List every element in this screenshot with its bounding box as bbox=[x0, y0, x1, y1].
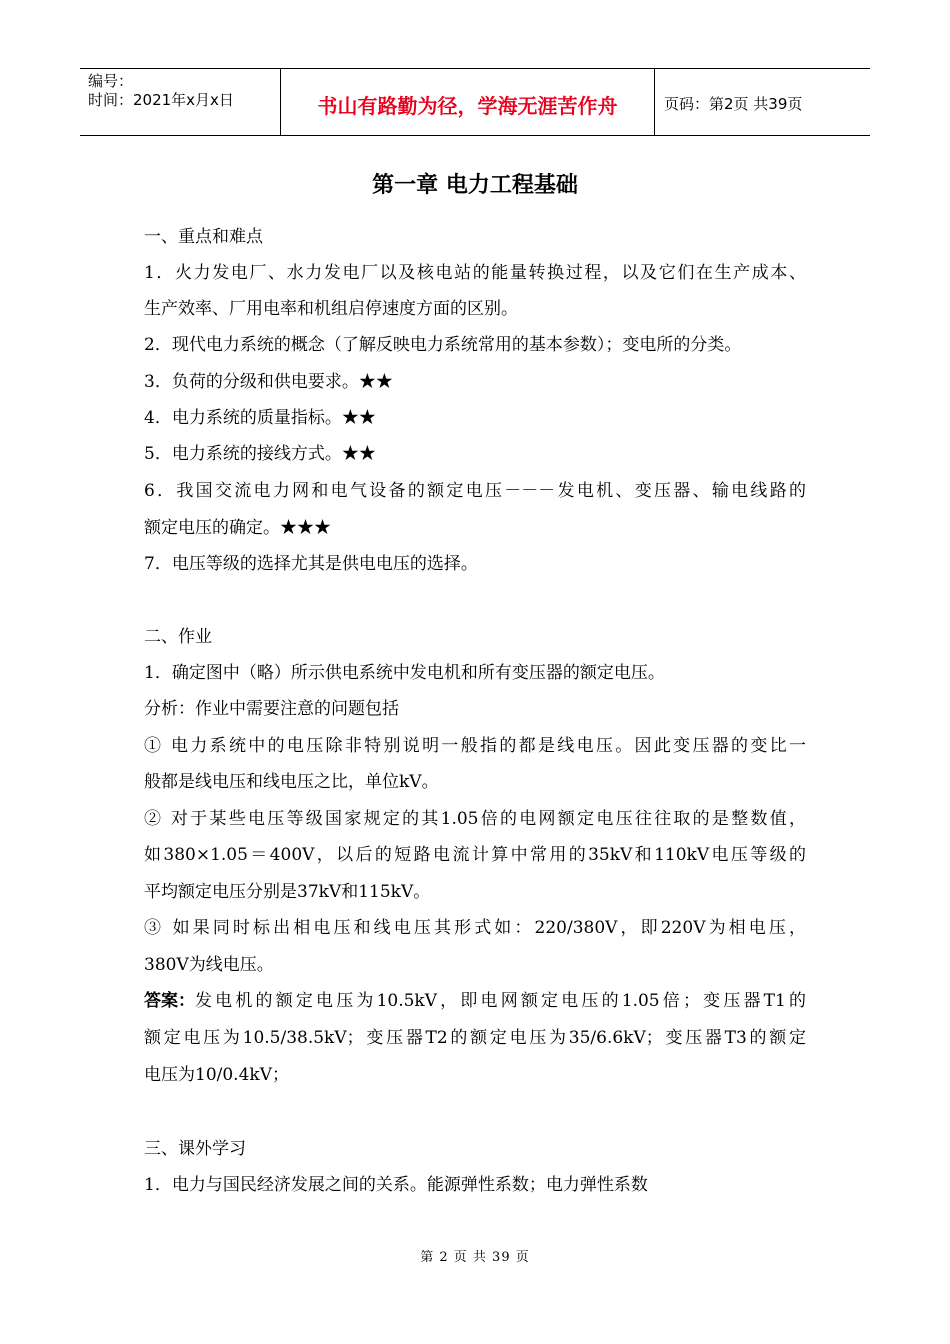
paragraph-line: 电压为10/0.4kV； bbox=[144, 1065, 289, 1085]
paragraph-line: 2．现代电力系统的概念（了解反映电力系统常用的基本参数）；变电所的分类。 bbox=[144, 335, 742, 355]
answer-label: 答案： bbox=[144, 991, 195, 1011]
paragraph-line: 6．我国交流电力网和电气设备的额定电压－－－发电机、变压器、输电线路的 bbox=[144, 481, 806, 501]
header-meta bbox=[80, 69, 281, 135]
section-heading-extracurricular: 三、课外学习 bbox=[144, 1139, 246, 1159]
header-page-info: 页码：第2页 共39页 bbox=[664, 95, 803, 113]
paragraph-line: ③ 如果同时标出相电压和线电压其形式如：220/380V，即220V为相电压， bbox=[144, 918, 806, 938]
chapter-title: 第一章 电力工程基础 bbox=[372, 173, 578, 198]
paragraph-line: 额定电压为10.5/38.5kV；变压器T2的额定电压为35/6.6kV；变压器T3的额定 bbox=[144, 1028, 806, 1048]
paragraph-line: 1．确定图中（略）所示供电系统中发电机和所有变压器的额定电压。 bbox=[144, 663, 665, 683]
paragraph-line: 380V为线电压。 bbox=[144, 955, 274, 975]
paragraph-line: 生产效率、厂用电率和机组启停速度方面的区别。 bbox=[144, 299, 518, 319]
paragraph-line: 平均额定电压分别是37kV和115kV。 bbox=[144, 882, 431, 902]
paragraph-line: ② 对于某些电压等级国家规定的其1.05倍的电网额定电压往往取的是整数值， bbox=[144, 809, 806, 829]
paragraph-line: 额定电压的确定。★★★ bbox=[144, 518, 331, 538]
paragraph-line: ① 电力系统中的电压除非特别说明一般指的都是线电压。因此变压器的变比一 bbox=[144, 736, 806, 756]
paragraph-line: 1．电力与国民经济发展之间的关系。能源弹性系数；电力弹性系数 bbox=[144, 1175, 648, 1195]
paragraph-line: 7．电压等级的选择尤其是供电电压的选择。 bbox=[144, 554, 478, 574]
paragraph-line: 分析：作业中需要注意的问题包括 bbox=[144, 699, 399, 719]
date-label: 时间：2021年x月x日 bbox=[88, 91, 234, 109]
paragraph-line: 5．电力系统的接线方式。★★ bbox=[144, 444, 376, 464]
paragraph-line: 4．电力系统的质量指标。★★ bbox=[144, 408, 376, 428]
document-header bbox=[80, 68, 870, 136]
answer-line bbox=[144, 989, 806, 1013]
paragraph-line: 发电机的额定电压为10.5kV，即电网额定电压的1.05倍；变压器T1的 bbox=[195, 991, 806, 1011]
paragraph-line: 如380×1.05＝400V，以后的短路电流计算中常用的35kV和110kV电压等级的 bbox=[144, 845, 806, 865]
paragraph-line: 般都是线电压和线电压之比，单位kV。 bbox=[144, 772, 439, 792]
section-heading-homework: 二、作业 bbox=[144, 627, 212, 647]
number-label: 编号： bbox=[88, 72, 134, 90]
section-heading-key-points: 一、重点和难点 bbox=[144, 227, 263, 247]
paragraph-line: 3．负荷的分级和供电要求。★★ bbox=[144, 372, 393, 392]
header-motto: 书山有路勤为径，学海无涯苦作舟 bbox=[281, 69, 655, 135]
paragraph-line: 1．火力发电厂、水力发电厂以及核电站的能量转换过程，以及它们在生产成本、 bbox=[144, 263, 806, 283]
page-footer: 第 2 页 共 39 页 bbox=[420, 1250, 530, 1265]
